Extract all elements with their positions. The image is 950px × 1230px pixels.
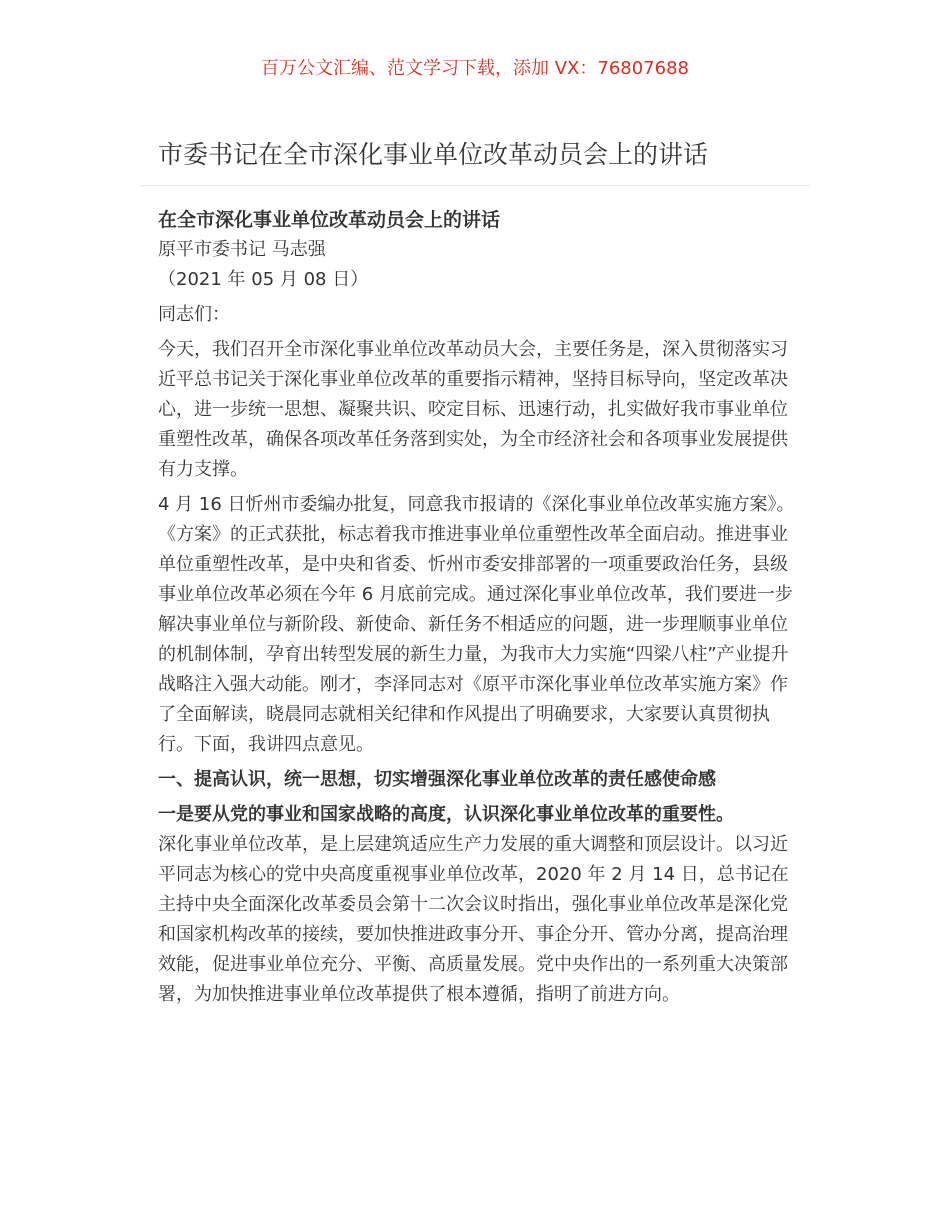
point-title: 一是要从党的事业和国家战略的高度，认识深化事业单位改革的重要性。	[158, 804, 734, 825]
speech-date: （2021 年 05 月 08 日）	[158, 269, 369, 290]
greeting: 同志们：	[158, 304, 230, 325]
title-divider	[140, 185, 810, 186]
watermark-banner: 百万公文汇编、范文学习下载，添加 VX：76807688	[261, 58, 689, 79]
paragraph: 4 月 16 日忻州市委编办批复，同意我市报请的《深化事业单位改革实施方案》。《方案》的正式获批，标志着我市推进事业单位重塑性改革全面启动。推进事业单位重塑性改革，是中央和省委、忻州市委安排部署的一项重要政治任务，县级事业单位改革必须在今年 6 月底前完成。通过深化事业单位改革，我们要进一步解决事业单位与新阶段、新使命、新任务不相适应的问题，进一步理顺事业单位的机制体制，孕育出转型发展的新生力量，为我市大力实施“四梁八柱”产业提升战略注入强大动能。刚才，李泽同志对《原平市深化事业单位改革实施方案》作了全面解读，晓晨同志就相关纪律和作风提出了明确要求，大家要认真贯彻执行。下面，我讲四点意见。	[158, 494, 795, 755]
speech-author: 原平市委书记 马志强	[158, 239, 326, 260]
paragraph: 今天，我们召开全市深化事业单位改革动员大会，主要任务是，深入贯彻落实习近平总书记关于深化事业单位改革的重要指示精神，坚持目标导向，坚定改革决心，进一步统一思想、凝聚共识、咬定目标、迅速行动，扎实做好我市事业单位重塑性改革，确保各项改革任务落到实处，为全市经济社会和各项事业发展提供有力支撑。	[158, 339, 788, 480]
speech-title: 在全市深化事业单位改革动员会上的讲话	[158, 209, 501, 231]
article-body	[158, 205, 798, 1010]
section-heading: 一、提高认识，统一思想，切实增强深化事业单位改革的责任感使命感	[158, 769, 716, 790]
page-title: 市委书记在全市深化事业单位改革动员会上的讲话	[158, 140, 709, 169]
paragraph: 深化事业单位改革，是上层建筑适应生产力发展的重大调整和顶层设计。以习近平同志为核心的党中央高度重视事业单位改革，2020 年 2 月 14 日，总书记在主持中央全面深化改革委员会第十二次会议时指出，强化事业单位改革是深化党和国家机构改革的接续，要加快推进政事分开、事企分开、管办分离，提高治理效能，促进事业单位充分、平衡、高质量发展。党中央作出的一系列重大决策部署，为加快推进事业单位改革提供了根本遵循，指明了前进方向。	[158, 834, 789, 1005]
